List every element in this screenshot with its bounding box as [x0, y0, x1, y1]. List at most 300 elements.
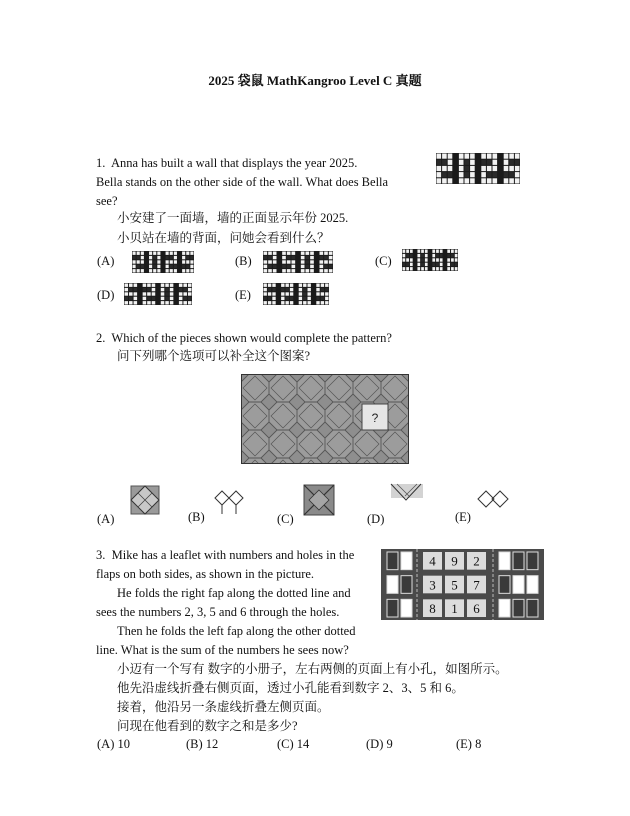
digit-block [306, 260, 310, 263]
digit-block [455, 254, 458, 257]
q1-option-c-label[interactable]: (C) [375, 254, 392, 268]
grid-number: 1 [451, 601, 458, 616]
digit-block [268, 297, 271, 300]
digit-block [421, 250, 424, 253]
digit-block [437, 160, 442, 165]
digit-block [125, 297, 129, 300]
digit-block [179, 288, 183, 291]
digit-block [308, 297, 311, 300]
digit-block [299, 292, 302, 295]
digit-block [188, 288, 192, 291]
q1-text-3: see? [96, 194, 118, 208]
digit-block [286, 297, 289, 300]
digit-block [272, 301, 275, 304]
digit-block [493, 166, 498, 171]
digit-block [406, 258, 409, 261]
digit-block [421, 258, 424, 261]
digit-block [287, 252, 291, 255]
q3-answer-b[interactable]: (B) 12 [186, 737, 219, 751]
digit-block [141, 265, 144, 268]
q2-number: 2. [96, 331, 106, 345]
digit-block [455, 267, 458, 270]
q1-option-a-label[interactable]: (A) [97, 254, 115, 268]
digit-block [417, 258, 420, 261]
q3-answer-a[interactable]: (A) 10 [97, 737, 130, 751]
digit-block [157, 265, 160, 268]
digit-block [442, 166, 447, 171]
digit-block [421, 263, 424, 266]
digit-block [170, 260, 173, 263]
digit-block [459, 172, 464, 177]
q1-option-d-label[interactable]: (D) [97, 288, 115, 302]
digit-block [440, 263, 443, 266]
digit-block [292, 269, 296, 272]
digit-block [287, 260, 291, 263]
digit-block [406, 250, 409, 253]
digit-block [179, 297, 183, 300]
digit-block [281, 292, 284, 295]
digit-block [303, 288, 306, 291]
grid-number: 2 [473, 553, 480, 569]
digit-block [417, 267, 420, 270]
digit-block [432, 254, 435, 257]
digit-block [417, 263, 420, 266]
digit-block [147, 284, 151, 287]
digit-block [286, 292, 289, 295]
digit-block [321, 292, 324, 295]
digit-block [515, 166, 520, 171]
digit-block [287, 265, 291, 268]
digit-block [432, 263, 435, 266]
digit-block [286, 284, 289, 287]
digit-block [308, 292, 311, 295]
digit-block [292, 256, 296, 259]
digit-block [417, 254, 420, 257]
digit-block [465, 160, 470, 165]
digit-block [157, 269, 160, 272]
digit-block [410, 267, 413, 270]
q2-option-c-label[interactable]: (C) [277, 512, 294, 526]
digit-block [183, 297, 187, 300]
digit-block [504, 166, 509, 171]
digit-block [166, 252, 169, 255]
digit-block [324, 260, 328, 263]
q2-option-b-label[interactable]: (B) [188, 510, 205, 524]
digit-block [515, 160, 520, 165]
flap-hole [513, 576, 524, 594]
digit-block [320, 269, 324, 272]
digit-block [281, 284, 284, 287]
digit-block [290, 297, 293, 300]
digit-block [425, 254, 428, 257]
digit-block [264, 252, 268, 255]
digit-block [186, 256, 189, 259]
digit-block [186, 260, 189, 263]
digit-block [273, 269, 277, 272]
digit-block [264, 288, 267, 291]
digit-block [303, 292, 306, 295]
digit-block [470, 178, 475, 183]
digit-block [432, 250, 435, 253]
digit-block [190, 256, 193, 259]
digit-block [487, 154, 492, 159]
q3-line1 [96, 546, 354, 565]
grid-number: 9 [451, 553, 458, 569]
digit-block [152, 288, 156, 291]
digit-block [436, 267, 439, 270]
digit-block [143, 288, 147, 291]
digit-block [459, 178, 464, 183]
digit-block [290, 292, 293, 295]
digit-block [324, 256, 328, 259]
digit-block [143, 292, 147, 295]
q2-option-e-figure[interactable] [475, 486, 511, 512]
q1-option-c-figure[interactable] [402, 249, 458, 271]
digit-block [157, 252, 160, 255]
digit-block [281, 301, 284, 304]
digit-block [129, 301, 133, 304]
digit-block [447, 258, 450, 261]
digit-block [273, 265, 277, 268]
digit-block [442, 160, 447, 165]
digit-block [286, 288, 289, 291]
digit-block [268, 265, 272, 268]
digit-block [161, 292, 165, 295]
digit-block [129, 288, 133, 291]
digit-block [299, 284, 302, 287]
digit-block [310, 252, 314, 255]
digit-block [153, 252, 156, 255]
digit-block [292, 260, 296, 263]
digit-block [133, 260, 136, 263]
digit-block [182, 256, 185, 259]
digit-block [403, 267, 406, 270]
digit-block [179, 284, 183, 287]
digit-block [481, 160, 486, 165]
grid-number: 4 [429, 553, 436, 569]
digit-block [165, 288, 169, 291]
digit-block [133, 256, 136, 259]
digit-block [133, 269, 136, 272]
digit-block [410, 263, 413, 266]
digit-block [188, 297, 192, 300]
flap-hole [527, 552, 538, 570]
digit-block [149, 265, 152, 268]
q2-option-b-figure[interactable] [212, 484, 248, 518]
q2-line1 [96, 329, 392, 348]
digit-block [161, 297, 165, 300]
flap-hole [499, 576, 510, 594]
digit-block [493, 154, 498, 159]
digit-block [153, 260, 156, 263]
flap-hole [401, 599, 412, 617]
digit-block [272, 288, 275, 291]
digit-block [301, 265, 305, 268]
digit-block [406, 263, 409, 266]
digit-block [442, 178, 447, 183]
q1-option-e-label[interactable]: (E) [235, 288, 251, 302]
digit-block [421, 254, 424, 257]
digit-block [161, 284, 165, 287]
digit-block [137, 260, 140, 263]
digit-block [188, 284, 192, 287]
digit-block [451, 267, 454, 270]
digit-block [325, 284, 328, 287]
digit-block [268, 292, 271, 295]
digit-block [264, 260, 268, 263]
digit-block [324, 265, 328, 268]
q3-text-2: flaps on both sides, as shown in the picture. [96, 567, 315, 581]
digit-block [442, 154, 447, 159]
digit-block [166, 269, 169, 272]
digit-block [273, 260, 277, 263]
digit-block [182, 260, 185, 263]
digit-block [170, 256, 173, 259]
digit-block [324, 269, 328, 272]
digit-block [515, 172, 520, 177]
digit-block [440, 254, 443, 257]
digit-block [170, 297, 174, 300]
q2-option-a-label[interactable]: (A) [97, 512, 115, 526]
grid-number: 8 [429, 601, 436, 616]
digit-block [306, 269, 310, 272]
digit-block [174, 269, 177, 272]
digit-block [147, 292, 151, 295]
digit-block [316, 284, 319, 287]
digit-block [320, 256, 324, 259]
digit-block [141, 269, 144, 272]
digit-block [129, 292, 133, 295]
digit-block [303, 301, 306, 304]
leaflet-figure [381, 549, 544, 620]
digit-block [299, 297, 302, 300]
q3-text-5: Then he folds the left fap along the other dotted [117, 624, 356, 638]
q1-option-d-figure[interactable] [124, 283, 192, 305]
flap-hole [527, 599, 538, 617]
digit-block [281, 297, 284, 300]
q2-option-c-figure[interactable] [301, 482, 337, 518]
digit-block [329, 269, 333, 272]
digit-block [410, 254, 413, 257]
digit-block [286, 301, 289, 304]
digit-block [448, 160, 453, 165]
digit-block [282, 256, 286, 259]
digit-block [147, 288, 151, 291]
digit-block [179, 301, 183, 304]
q2-option-d-figure[interactable] [389, 482, 425, 516]
flap-hole [387, 552, 398, 570]
digit-block [170, 265, 173, 268]
digit-block [190, 269, 193, 272]
digit-block [129, 297, 133, 300]
digit-block [509, 166, 514, 171]
digit-block [137, 252, 140, 255]
digit-block [459, 154, 464, 159]
digit-block [292, 265, 296, 268]
digit-block [264, 269, 268, 272]
digit-block [174, 256, 177, 259]
digit-block [170, 288, 174, 291]
digit-block [290, 288, 293, 291]
digit-block [403, 258, 406, 261]
digit-block [436, 263, 439, 266]
digit-block [272, 292, 275, 295]
digit-block [481, 154, 486, 159]
digit-block [437, 154, 442, 159]
q2-option-a-figure[interactable] [127, 482, 163, 518]
digit-block [403, 254, 406, 257]
digit-block [292, 252, 296, 255]
digit-block [186, 265, 189, 268]
digit-block [437, 172, 442, 177]
digit-block [287, 256, 291, 259]
question-mark: ? [371, 411, 379, 425]
digit-block [149, 252, 152, 255]
digit-block [165, 292, 169, 295]
digit-block [308, 301, 311, 304]
digit-block [493, 172, 498, 177]
digit-block [301, 260, 305, 263]
digit-block [157, 260, 160, 263]
digit-block [504, 172, 509, 177]
digit-block [268, 288, 271, 291]
digit-block [287, 269, 291, 272]
digit-block [268, 301, 271, 304]
digit-block [509, 154, 514, 159]
q1-option-e-figure[interactable] [263, 283, 329, 305]
digit-block [149, 260, 152, 263]
digit-block [272, 284, 275, 287]
digit-block [190, 260, 193, 263]
digit-block [183, 301, 187, 304]
digit-block [134, 292, 138, 295]
digit-block [147, 297, 151, 300]
q2-option-d-label[interactable]: (D) [367, 512, 385, 526]
digit-block [316, 297, 319, 300]
digit-block [487, 166, 492, 171]
digit-block [174, 260, 177, 263]
digit-block [301, 252, 305, 255]
digit-block [481, 172, 486, 177]
digit-block [282, 265, 286, 268]
digit-block [166, 265, 169, 268]
digit-block [179, 292, 183, 295]
grid-number: 3 [429, 577, 436, 593]
q1-line1 [96, 154, 357, 173]
digit-block [157, 256, 160, 259]
digit-block [504, 178, 509, 183]
digit-block [448, 172, 453, 177]
digit-block [264, 292, 267, 295]
digit-block [455, 250, 458, 253]
digit-block [447, 250, 450, 253]
digit-block [273, 252, 277, 255]
digit-block [515, 154, 520, 159]
digit-block [264, 265, 268, 268]
q3-text-4: sees the numbers 2, 3, 5 and 6 through the holes. [96, 605, 340, 619]
digit-block [183, 292, 187, 295]
digit-block [170, 292, 174, 295]
digit-block [310, 269, 314, 272]
q3-number: 3. [96, 548, 106, 562]
q3-cn-1: 小迈有一个写有 数字的小册子，左右两侧的页面上有小孔，如图所示。 [117, 662, 508, 676]
q1-option-b-figure[interactable] [263, 251, 333, 273]
digit-block [504, 160, 509, 165]
digit-block [465, 178, 470, 183]
digit-block [147, 301, 151, 304]
digit-block [183, 284, 187, 287]
digit-block [470, 160, 475, 165]
digit-block [303, 297, 306, 300]
digit-block [272, 297, 275, 300]
q1-option-b-label[interactable]: (B) [235, 254, 252, 268]
digit-block [152, 301, 156, 304]
flap-hole [401, 552, 412, 570]
digit-block [299, 301, 302, 304]
q1-option-a-figure[interactable] [132, 251, 194, 273]
digit-block [481, 166, 486, 171]
digit-block [149, 256, 152, 259]
digit-block [442, 172, 447, 177]
digit-block [182, 252, 185, 255]
digit-block [273, 256, 277, 259]
digit-block [303, 284, 306, 287]
q3-answer-d[interactable]: (D) 9 [366, 737, 393, 751]
digit-block [166, 260, 169, 263]
digit-block [152, 297, 156, 300]
flap-hole [499, 599, 510, 617]
q3-text-6: line. What is the sum of the numbers he sees now? [96, 643, 349, 657]
digit-block [440, 258, 443, 261]
digit-block [487, 172, 492, 177]
digit-block [308, 284, 311, 287]
digit-block [425, 258, 428, 261]
digit-block [320, 252, 324, 255]
digit-block [417, 250, 420, 253]
digit-block [165, 301, 169, 304]
digit-block [403, 263, 406, 266]
digit-block [316, 301, 319, 304]
q3-answer-c[interactable]: (C) 14 [277, 737, 310, 751]
digit-block [186, 252, 189, 255]
digit-block [465, 166, 470, 171]
digit-block [301, 256, 305, 259]
digit-block [143, 284, 147, 287]
digit-block [153, 265, 156, 268]
digit-block [134, 301, 138, 304]
q2-option-e-label[interactable]: (E) [455, 510, 471, 524]
digit-block [321, 284, 324, 287]
digit-block [425, 250, 428, 253]
digit-block [141, 256, 144, 259]
digit-block [410, 250, 413, 253]
flap-hole [527, 576, 538, 594]
digit-block [268, 256, 272, 259]
digit-block [436, 258, 439, 261]
digit-block [481, 178, 486, 183]
digit-block [306, 252, 310, 255]
digit-block [436, 250, 439, 253]
digit-block [329, 252, 333, 255]
digit-block [170, 252, 173, 255]
digit-block [264, 284, 267, 287]
q1-text-2: Bella stands on the other side of the wall. What does Bella [96, 175, 389, 189]
digit-block [316, 288, 319, 291]
digit-block [459, 166, 464, 171]
q3-cn-4: 问现在他看到的数字之和是多少? [117, 719, 298, 733]
digit-block [515, 178, 520, 183]
q3-answer-e[interactable]: (E) 8 [456, 737, 482, 751]
